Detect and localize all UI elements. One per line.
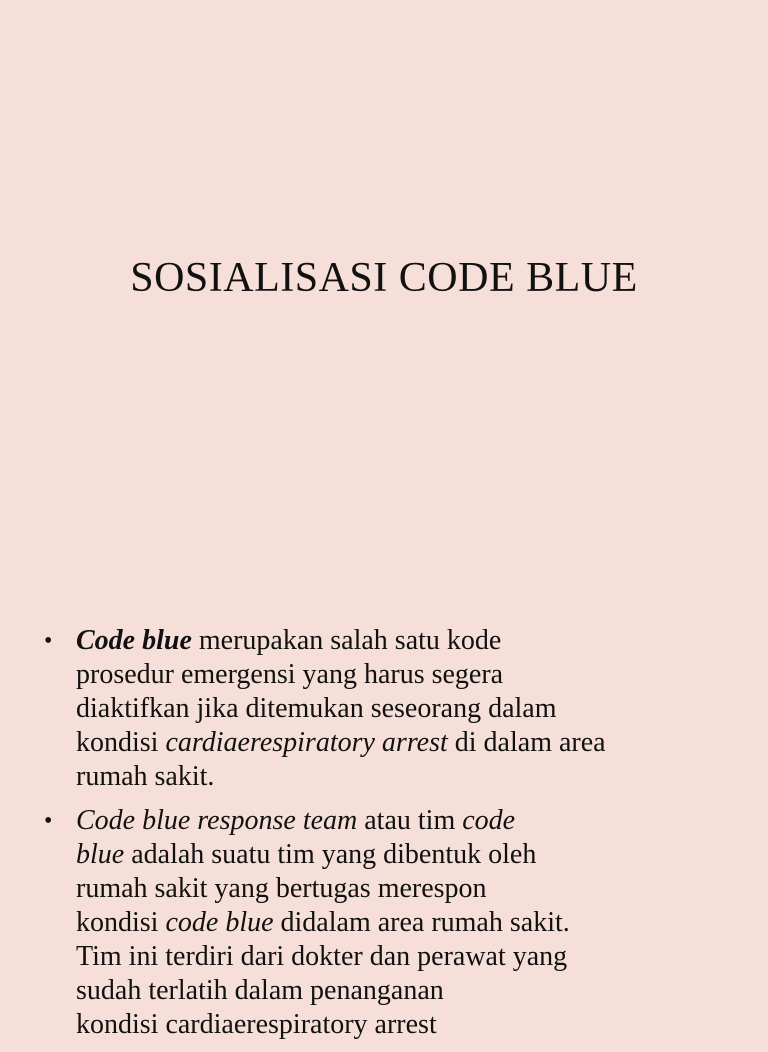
text-span: diaktifkan jika ditemukan seseorang dalam	[76, 693, 557, 724]
text-span: kondisi	[76, 907, 166, 938]
text-span: adalah suatu tim yang dibentuk oleh	[124, 839, 537, 870]
text-line	[76, 692, 736, 726]
bullet-icon: •	[44, 808, 53, 834]
text-line	[76, 838, 736, 872]
text-line	[76, 804, 736, 838]
text-line	[76, 726, 736, 760]
text-span: kondisi cardiaerespiratory arrest	[76, 1009, 437, 1040]
text-span: didalam area rumah sakit.	[273, 907, 570, 938]
text-line	[76, 872, 736, 906]
text-span: rumah sakit.	[76, 761, 215, 792]
bold-italic-term: Code blue	[76, 625, 192, 656]
text-span: sudah terlatih dalam penanganan	[76, 975, 444, 1006]
text-span: atau tim	[357, 805, 463, 836]
text-line	[76, 940, 736, 974]
text-span: prosedur emergensi yang harus segera	[76, 659, 504, 690]
text-span: di dalam area	[447, 727, 606, 758]
italic-term: code	[462, 805, 516, 836]
text-span: Tim ini terdiri dari dokter dan perawat yang	[76, 941, 568, 972]
text-line	[76, 906, 736, 940]
italic-term: cardiaerespiratory arrest	[165, 727, 448, 758]
italic-term: Code blue response team	[76, 805, 358, 836]
text-line	[76, 974, 736, 1008]
bullet-icon: •	[44, 628, 53, 654]
text-line	[76, 624, 736, 658]
text-span: merupakan salah satu kode	[191, 625, 502, 656]
bullet-item-code-blue-team	[44, 804, 736, 1042]
bullet-item-code-blue-definition	[44, 624, 736, 794]
bullet-list	[44, 624, 736, 1052]
italic-term: blue	[76, 839, 125, 870]
slide-title: SOSIALISASI CODE BLUE	[130, 255, 638, 301]
italic-term: code blue	[165, 907, 274, 938]
text-line	[76, 1008, 736, 1042]
text-span: kondisi	[76, 727, 166, 758]
text-span: rumah sakit yang bertugas merespon	[76, 873, 487, 904]
text-line	[76, 658, 736, 692]
text-line	[76, 760, 736, 794]
